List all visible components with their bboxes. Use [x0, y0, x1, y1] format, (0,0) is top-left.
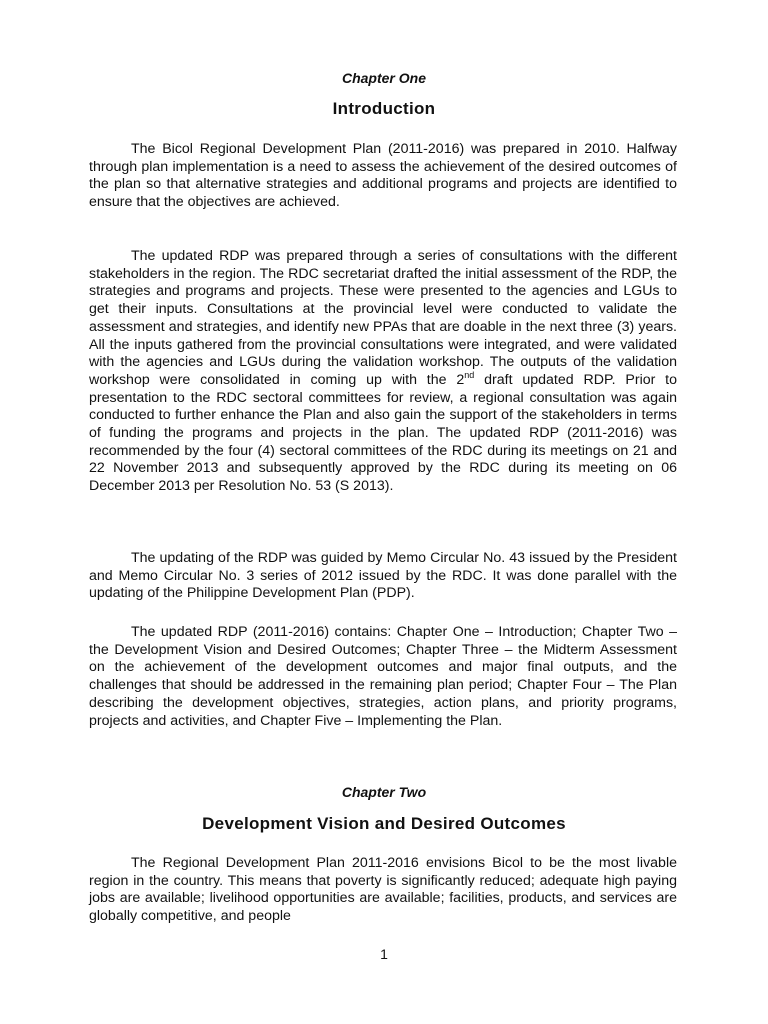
chapter-one-paragraph-1: The Bicol Regional Development Plan (2011-2016) was prepared in 2010. Halfway through plan implementation is a need to assess the achievement of the desired outcomes of the plan so that alternative strategies and additional programs and projects are identified to ensure that the objectives are achieved. [89, 141, 677, 211]
chapter-two-label: Chapter Two [341, 784, 427, 800]
chapter-one-paragraph-2 [89, 248, 677, 496]
chapter-two-title: Development Vision and Desired Outcomes [202, 814, 566, 833]
chapter-one-paragraph-4: The updated RDP (2011-2016) contains: Chapter One – Introduction; Chapter Two – the Development Vision and Desired Outcomes; Chapter Three – the Midterm Assessment on the achievement of the development outcomes and major final outputs, and the challenges that should be addressed in the remaining plan period; Chapter Four – The Plan describing the development objectives, strategies, action plans, and priority programs, projects and activities, and Chapter Five – Implementing the Plan. [89, 624, 677, 729]
chapter-two-paragraph-1: The Regional Development Plan 2011-2016 envisions Bicol to be the most livable region in the country. This means that poverty is significantly reduced; adequate high paying jobs are available; livelihood opportunities are available; facilities, products, and services are globally competitive, and people [89, 855, 677, 925]
page-number: 1 [380, 946, 388, 962]
chapter-one-label: Chapter One [341, 70, 426, 86]
chapter-one-paragraph-3: The updating of the RDP was guided by Memo Circular No. 43 issued by the President and Memo Circular No. 3 series of 2012 issued by the RDC. It was done parallel with the updating of the Philippine Development Plan (PDP). [89, 550, 677, 602]
chapter-one-title: Introduction [332, 99, 436, 118]
paragraph-2-text-end: draft updated RDP. Prior to presentation to the RDC sectoral committees for review, a regional consultation was again conducted to further enhance the Plan and also gain the support of the stakeholders in terms of funding the programs and projects in the plan. The updated RDP (2011-2016) was recommended by the four (4) sectoral committees of the RDC during its meetings on 21 and 22 November 2013 and subsequently approved by the RDC during its meeting on 06 December 2013 per Resolution No. 53 (S 2013). [89, 371, 678, 495]
superscript-ordinal: nd [464, 369, 475, 380]
paragraph-2-text-start: The updated RDP was prepared through a series of consultations with the different stakeholders in the region. The RDC secretariat drafted the initial assessment of the RDP, the strategies and programs and projects. These were presented to the agencies and LGUs to get their inputs. Consultations at the provincial level were conducted to validate the assessment and strategies, and identify new PPAs that are doable in the next three (3) years. All the inputs gathered from the provincial consultations were integrated, and were validated with the agencies and LGUs during the validation workshop. The outputs of the validation workshop were consolidated in coming up with the 2 [89, 248, 677, 388]
